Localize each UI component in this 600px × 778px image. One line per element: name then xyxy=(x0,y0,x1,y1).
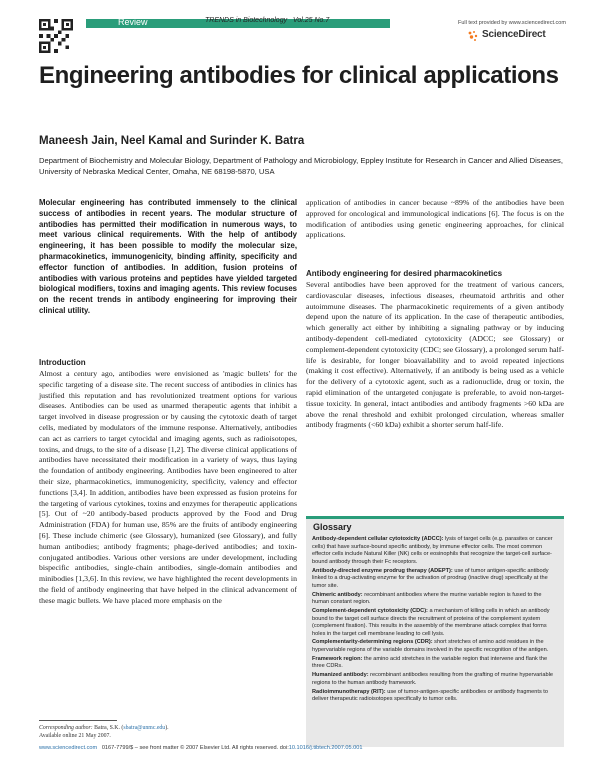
glossary-entry xyxy=(312,568,560,591)
glossary-term: Radioimmunotherapy (RIT): xyxy=(312,688,386,695)
glossary-term: Complement-dependent cytotoxicity (CDC): xyxy=(312,607,428,614)
footer-copyright: 0167-7799/$ – see front matter © 2007 Elsevier Ltd. All rights reserved. doi: xyxy=(101,745,289,751)
glossary-definition: use of tumor antigen-specific antibody linked to a drug-activating enzyme for the activation of prodrug (inactive drug) specifically at the tumor site. xyxy=(312,567,549,589)
article-title: Engineering antibodies for clinical applications xyxy=(39,62,559,89)
corresponding-author-label: Corresponding author: xyxy=(39,725,93,731)
glossary-definition: recombinant antibodies where the murine variable region is fused to the human constant region. xyxy=(312,591,542,606)
article-authors: Maneesh Jain, Neel Kamal and Surinder K. Batra xyxy=(39,135,305,147)
section-label: Review xyxy=(118,17,148,27)
glossary-definition: the amino acid stretches in the variable region that intervene and flank the three CDRs. xyxy=(312,655,548,670)
journal-volume xyxy=(205,17,329,24)
corresponding-author-name: Batra, S.K. ( xyxy=(92,725,124,731)
sciencedirect-logo-icon xyxy=(467,30,479,42)
introduction-heading: Introduction xyxy=(39,358,86,367)
glossary-term: Chimeric antibody: xyxy=(312,591,363,598)
introduction-text xyxy=(39,369,297,607)
continuation-text xyxy=(306,198,564,241)
continuation-paragraph: application of antibodies in cancer because ~89% of the antibodies have been approved for oncological and immunological indications [6]. The focus is on the modification of antibodies using genetic engineering approaches, for clinical applications. xyxy=(306,198,564,240)
publisher-tag: Full text provided by www.sciencedirect.com xyxy=(458,20,566,26)
glossary-entry xyxy=(312,672,560,687)
glossary-entry xyxy=(312,639,560,654)
glossary-definition: lysis of target cells (e.g. parasites or cancer cells) that have surface-bound specific antibody, by immune effector cells. The most common effector cells include Natural Killer (NK) cells or eosinophils that recognize the target-cell surface-bound antibody through their Fc receptors. xyxy=(312,536,553,565)
glossary-term: Antibody-directed enzyme prodrug therapy (ADEPT): xyxy=(312,567,453,574)
glossary-entry xyxy=(312,608,560,638)
glossary-term: Humanized antibody: xyxy=(312,672,369,679)
glossary-term: Framework region: xyxy=(312,655,363,662)
glossary-entry xyxy=(312,536,560,566)
glossary-entry xyxy=(312,656,560,671)
qr-code-icon xyxy=(39,19,73,53)
page-footer xyxy=(39,745,363,751)
author-affiliation: Department of Biochemistry and Molecular Biology, Department of Pathology and Microbiology, Eppley Institute for Research in Cancer and Allied Diseases, University of Nebraska Medical Center, Omaha, NE 68198-5870, USA xyxy=(39,156,563,176)
glossary-term: Complementarity-determining regions (CDR): xyxy=(312,639,433,646)
pharmacokinetics-heading: Antibody engineering for desired pharmacokinetics xyxy=(306,269,503,278)
glossary-definition: use of tumor-antigen-specific antibodies or antibody fragments to deliver therapeutic radioisotopes specifically to tumor cells. xyxy=(312,688,548,703)
glossary-title: Glossary xyxy=(313,522,352,532)
footer-doi-link[interactable]: 10.1016/j.tibtech.2007.05.001 xyxy=(288,745,363,751)
introduction-paragraph: Almost a century ago, antibodies were envisioned as 'magic bullets' for the specific targeting of a disease site. The recent success of antibodies in clinics has justified this reputation and has revolutionized treatment options for various diseases. Antibodies can be used as unarmed therapeutic agents that inhibit a target involved in disease progression or by causing the cytotoxic death of target cells, mediated by modulators of the immune response. Alternatively, antibodies can act as carriers to target cytocidal and imaging agents, such as radioisotopes, toxins, and drugs, to the site of a disease [1,2]. The diverse clinical applications of antibodies have necessitated their modification in a variety of ways, thus laying the foundation of antibody engineering. Antibodies have been engineered to alter their size, pharmacokinetics, immunogenicity, specificity, valency and effector functions [3,4]. In addition, antibodies have been expressed as fusion proteins for the targeting of various cytokines, toxins and enzymes for therapeutic applications [5]. Out of ~20 antibody-based products approved by the Food and Drug Administration (FDA) for human use, 85% are the fruits of antibody engineering [6]. These include chimeric (see Glossary), humanized (see Glossary), and fully human antibodies; antibody fragments; phage-derived antibodies; and toxin-conjugated antibodies. Various other versions are under development, including bispecific antibodies, single-chain antibodies, single-domain antibodies and minibodies [1,3,6]. In this review, we have highlighted the recent developments in the field of antibody engineering that have helped in the clinical advancement of these magic bullets. We have placed more emphasis on the xyxy=(39,369,297,605)
corresponding-author-line xyxy=(39,724,169,732)
sciencedirect-wordmark: ScienceDirect xyxy=(482,29,546,40)
footnote-divider xyxy=(39,720,117,721)
pharmacokinetics-paragraph: Several antibodies have been approved for the treatment of various cancers, cardiovascular diseases, infectious diseases, rheumatoid arthritis and other autoimmune diseases. The pharmacokinetic requirements of a given antibody depend upon the nature of its application. In the case of therapeutic antibodies, which generally act either by inhibiting a signaling pathway or by inducing antibody-dependent cell-mediated cytotoxicity (ADCC; see Glossary) or complement-dependent cytotoxicity (CDC; see Glossary), a prolonged serum half-life is desirable, for longer bioavailability and to avoid repeated injections (making it cost effective). Alternatively, if an antibody is being used as a vehicle for the delivery of a cytotoxic agent, such as a radionuclide, drug or toxin, the rapid elimination of the untargeted conjugate is preferable, to avoid non-target-tissue toxicity. In general, intact antibodies and antibody fragments >60 kDa are above the renal threshold and exhibit prolonged circulation, whereas smaller antibody fragments (<60 kDa) exhibit a shorter serum half-life. xyxy=(306,280,564,430)
author-email-link[interactable]: sbatra@unmc.edu xyxy=(123,725,166,731)
pharmacokinetics-text xyxy=(306,280,564,431)
glossary-definition: recombinant antibodies resulting from the grafting of murine hypervariable regions to the human antibody framework. xyxy=(312,672,553,686)
glossary-entry xyxy=(312,689,560,704)
glossary-list xyxy=(312,536,560,705)
glossary-definition: short stretches of amino acid residues in the hypervariable regions of the variable domains involved in the specific recognition of the antigen. xyxy=(312,639,549,654)
footer-site-link[interactable]: www.sciencedirect.com xyxy=(39,745,98,751)
abstract: Molecular engineering has contributed immensely to the clinical success of antibodies in recent years. The modular structure of antibodies has permitted their modification in numerous ways, to meet various clinical requirements. With the help of antibody engineering, it has been possible to modify the molecular size, pharmacokinetics, immunogenicity, binding affinity, specificity and effector function of antibodies. In addition, fusion proteins of antibodies with various proteins and peptides have yielded targeted biological modifiers, toxins and imaging agents. This review focuses on the recent trends in antibody engineering for improving their clinical utility. xyxy=(39,198,297,315)
available-online-date: Available online 21 May 2007. xyxy=(39,733,111,740)
journal-name: TRENDS in Biotechnology xyxy=(205,17,288,24)
glossary-definition: a mechanism of killing cells in which an antibody bound to the target cell surface directs the recruitment of proteins of the complement system (complement fixation). This results in the assembly of the membrane attack complex that forms holes in the target cell membrane leading to cell lysis. xyxy=(312,607,550,637)
email-close: ). xyxy=(165,725,169,731)
volume-info: Vol.25 No.7 xyxy=(292,17,330,24)
glossary-entry xyxy=(312,592,560,607)
footnote xyxy=(39,724,169,740)
glossary-term: Antibody-dependent cellular cytotoxicity (ADCC): xyxy=(312,536,444,542)
